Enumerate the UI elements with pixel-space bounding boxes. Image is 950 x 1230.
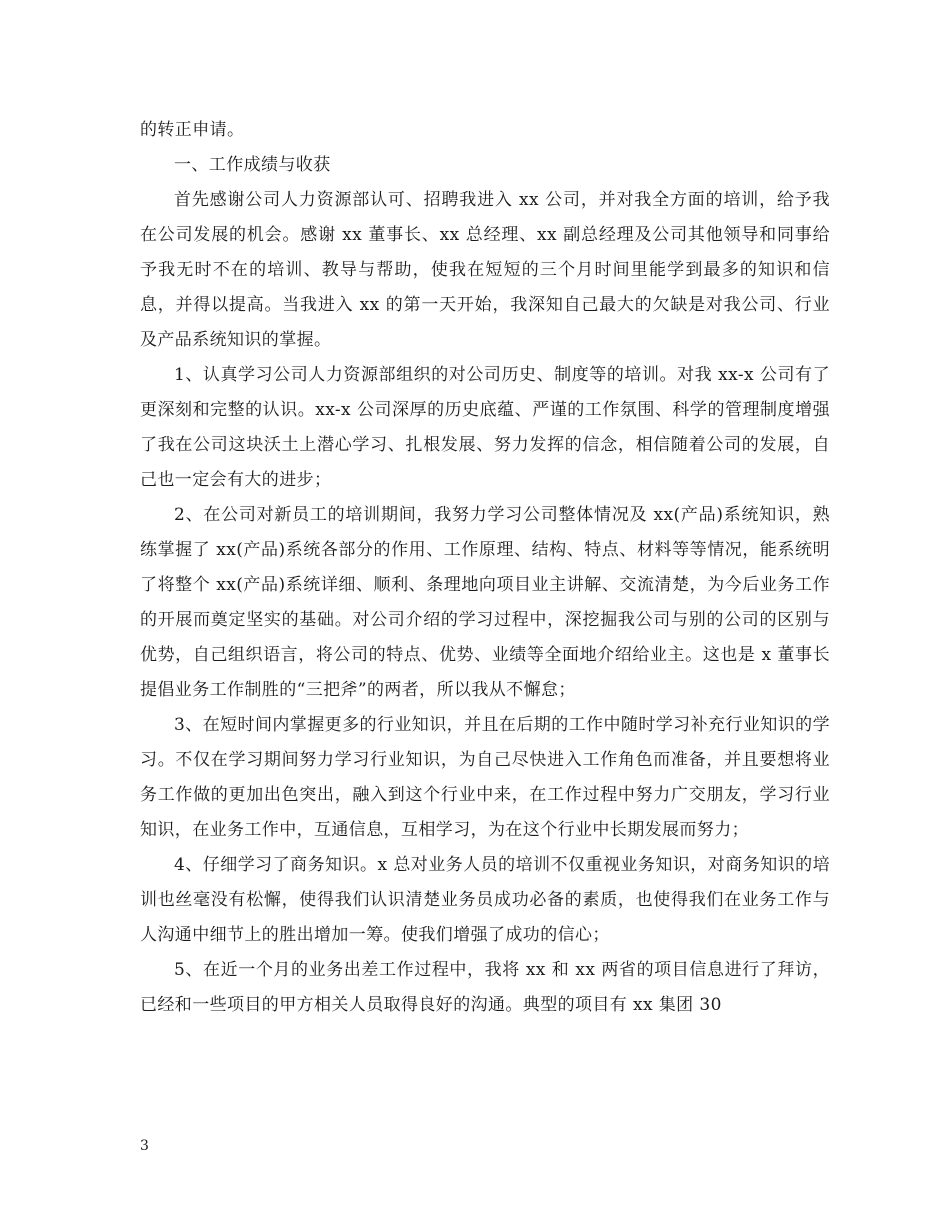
paragraph-item-4: 4、仔细学习了商务知识。x 总对业务人员的培训不仅重视业务知识，对商务知识的培训也丝毫没有松懈，使得我们认识清楚业务员成功必备的素质，也使得我们在业务工作与人沟通中细节上的胜出增加一筹。使我们增强了成功的信心； xyxy=(140,855,830,945)
paragraph-intro: 首先感谢公司人力资源部认可、招聘我进入 xx 公司，并对我全方面的培训，给予我在公司发展的机会。感谢 xx 董事长、xx 总经理、xx 副总经理及公司其他领导和同事给予我无时不在的培训、教导与帮助，使我在短短的三个月时间里能学到最多的知识和信息，并得以提高。当我进入 xx 的第一天开始，我深知自己最大的欠缺是对我公司、行业及产品系统知识的掌握。 xyxy=(140,190,830,350)
paragraph-item-5: 5、在近一个月的业务出差工作过程中，我将 xx 和 xx 两省的项目信息进行了拜访，已经和一些项目的甲方相关人员取得良好的沟通。典型的项目有 xx 集团 30 xyxy=(140,960,830,1015)
paragraph-item-3: 3、在短时间内掌握更多的行业知识，并且在后期的工作中随时学习补充行业知识的学习。不仅在学习期间努力学习行业知识，为自己尽快进入工作角色而准备，并且要想将业务工作做的更加出色突出，融入到这个行业中来，在工作过程中努力广交朋友，学习行业知识，在业务工作中，互通信息，互相学习，为在这个行业中长期发展而努力； xyxy=(140,715,830,840)
paragraph-continuation: 的转正申请。 xyxy=(140,120,245,140)
paragraph-item-2: 2、在公司对新员工的培训期间，我努力学习公司整体情况及 xx(产品)系统知识，熟练掌握了 xx(产品)系统各部分的作用、工作原理、结构、特点、材料等等情况，能系统明了将整个 xx(产品)系统详细、顺利、条理地向项目业主讲解、交流清楚，为今后业务工作的开展而奠定坚实的基础。对公司介绍的学习过程中，深挖掘我公司与别的公司的区别与优势，自己组织语言，将公司的特点、优势、业绩等全面地介绍给业主。这也是 x 董事长提倡业务工作制胜的“三把斧”的两者，所以我从不懈怠； xyxy=(140,505,830,700)
paragraph-item-1: 1、认真学习公司人力资源部组织的对公司历史、制度等的培训。对我 xx-x 公司有了更深刻和完整的认识。xx-x 公司深厚的历史底蕴、严谨的工作氛围、科学的管理制度增强了我在公司这块沃土上潜心学习、扎根发展、努力发挥的信念，相信随着公司的发展，自己也一定会有大的进步； xyxy=(140,365,830,490)
page-number: 3 xyxy=(140,1138,149,1154)
section-heading: 一、工作成绩与收获 xyxy=(174,155,331,175)
document-body xyxy=(140,113,830,1023)
